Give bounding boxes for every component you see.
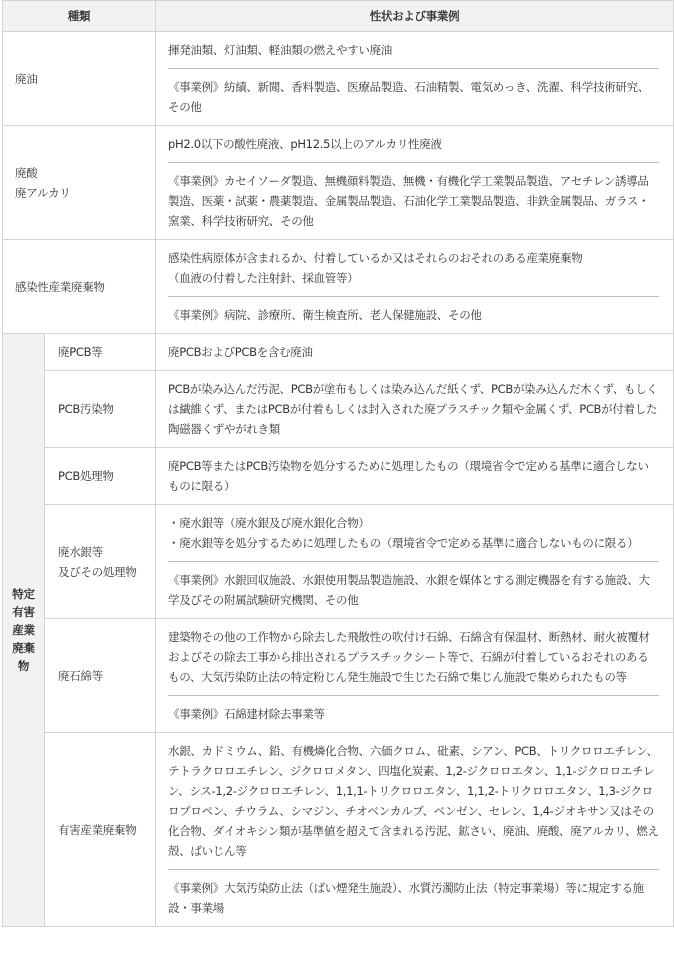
table-header-row bbox=[3, 1, 674, 32]
sub-type-cell-hazardous-industrial-waste bbox=[45, 733, 156, 927]
sub-type-label: 廃PCB等 bbox=[58, 345, 103, 359]
sub-type-label: 廃水銀等 及びその処理物 bbox=[58, 544, 137, 579]
table-row bbox=[3, 126, 674, 240]
property-text: pH2.0以下の酸性廃液、pH12.5以上のアルカリ性廃液 bbox=[168, 137, 442, 151]
waste-classification-table bbox=[2, 0, 674, 927]
business-example-text: 《事業例》石綿建材除去事業等 bbox=[168, 695, 659, 732]
business-example-text: 《事業例》カセイソーダ製造、無機顔料製造、無機・有機化学工業製品製造、アセチレン誘導品製造、医薬・試薬・農薬製造、金属製品製造、石油化学工業製品製造、非鉄金属製品、ガラス・窯業、科学技術研究、その他 bbox=[168, 162, 659, 239]
description-cell bbox=[156, 126, 674, 240]
sub-type-cell-waste-pcb bbox=[45, 334, 156, 371]
type-cell-waste-oil bbox=[3, 32, 156, 126]
table-row bbox=[3, 240, 674, 334]
sub-type-label: 有害産業廃棄物 bbox=[58, 822, 137, 837]
special-hazardous-waste-label-cell bbox=[3, 334, 45, 927]
description-cell bbox=[156, 334, 674, 371]
business-example-text: 《事業例》大気汚染防止法（ばい煙発生施設）、水質汚濁防止法（特定事業場）等に規定する施設・事業場 bbox=[168, 869, 659, 926]
type-label: 廃酸 廃アルカリ bbox=[15, 165, 71, 200]
business-example-text: 《事業例》水銀回収施設、水銀使用製品製造施設、水銀を媒体とする測定機器を有する施設、大学及びその附属試験研究機関、その他 bbox=[168, 561, 659, 618]
header-type: 種類 bbox=[3, 1, 156, 32]
sub-type-cell-pcb-contaminated bbox=[45, 371, 156, 448]
sub-type-cell-waste-mercury bbox=[45, 505, 156, 619]
property-text: PCBが染み込んだ汚泥、PCBが塗布もしくは染み込んだ紙くず、PCBが染み込んだ木くず、もしくは繊維くず、またはPCBが付着もしくは封入された廃プラスチック類や金属くず、PCBが付着した陶磁器くずやがれき類 bbox=[168, 382, 658, 436]
property-text: ・廃水銀等（廃水銀及び廃水銀化合物） ・廃水銀等を処分するために処理したもの（環境省令で定める基準に適合しないものに限る） bbox=[168, 516, 639, 550]
table-row bbox=[3, 448, 674, 505]
property-text: 廃PCB等またはPCB汚染物を処分するために処理したもの（環境省令で定める基準に適合しないものに限る） bbox=[168, 459, 649, 493]
table-row bbox=[3, 32, 674, 126]
business-example-text: 《事業例》紡績、新聞、香料製造、医療品製造、石油精製、電気めっき、洗濯、科学技術研究、その他 bbox=[168, 68, 659, 125]
description-cell bbox=[156, 505, 674, 619]
type-label: 廃油 bbox=[15, 71, 38, 86]
property-text: 廃PCBおよびPCBを含む廃油 bbox=[168, 345, 313, 359]
special-hazardous-waste-label: 特定 有害 産業 廃棄 物 bbox=[12, 586, 35, 673]
sub-type-label: PCB汚染物 bbox=[58, 402, 114, 416]
sub-type-label: 廃石綿等 bbox=[58, 668, 103, 683]
property-text: 水銀、カドミウム、鉛、有機燐化合物、六価クロム、砒素、シアン、PCB、トリクロロエチレン、テトラクロロエチレン、ジクロロメタン、四塩化炭素、1,2-ジクロロエタン、1,1-ジクロロエチレン、シス-1,2-ジクロロエチレン、1,1,1-トリクロロエタン、1,1,2-トリクロロエタン、1,3-ジクロロプロペン、チウラム、シマジン、チオベンカルブ、ベンゼン、セレン、1,4-ジオキサン又はその化合物、ダイオキシン類が基準値を超えて含まれる汚泥、鉱さい、廃油、廃酸、廃アルカリ、燃え殻、ばいじん等 bbox=[168, 744, 659, 858]
table-row bbox=[3, 619, 674, 733]
table-row bbox=[3, 371, 674, 448]
description-cell bbox=[156, 32, 674, 126]
type-label: 感染性産業廃棄物 bbox=[15, 279, 105, 294]
table-row bbox=[3, 334, 674, 371]
property-text: 揮発油類、灯油類、軽油類の燃えやすい廃油 bbox=[168, 43, 392, 57]
property-text: 感染性病原体が含まれるか、付着しているか又はそれらのおそれのある産業廃棄物 （血液の付着した注射針、採血管等） bbox=[168, 251, 583, 285]
header-description: 性状および事業例 bbox=[156, 1, 674, 32]
description-cell bbox=[156, 619, 674, 733]
table-row bbox=[3, 733, 674, 927]
description-cell bbox=[156, 733, 674, 927]
business-example-text: 《事業例》病院、診療所、衛生検査所、老人保健施設、その他 bbox=[168, 296, 659, 333]
property-text: 建築物その他の工作物から除去した飛散性の吹付け石綿、石綿含有保温材、断熱材、耐火被覆材およびその除去工事から排出されるプラスチックシート等で、石綿が付着しているおそれのあるもの、大気汚染防止法の特定粉じん発生施設で生じた石綿で集じん施設で集められたもの等 bbox=[168, 630, 650, 684]
sub-type-cell-waste-asbestos bbox=[45, 619, 156, 733]
type-cell-waste-acid-alkali bbox=[3, 126, 156, 240]
type-cell-infectious-waste bbox=[3, 240, 156, 334]
sub-type-label: PCB処理物 bbox=[58, 469, 114, 483]
description-cell bbox=[156, 448, 674, 505]
description-cell bbox=[156, 240, 674, 334]
description-cell bbox=[156, 371, 674, 448]
sub-type-cell-pcb-treated bbox=[45, 448, 156, 505]
table-row bbox=[3, 505, 674, 619]
